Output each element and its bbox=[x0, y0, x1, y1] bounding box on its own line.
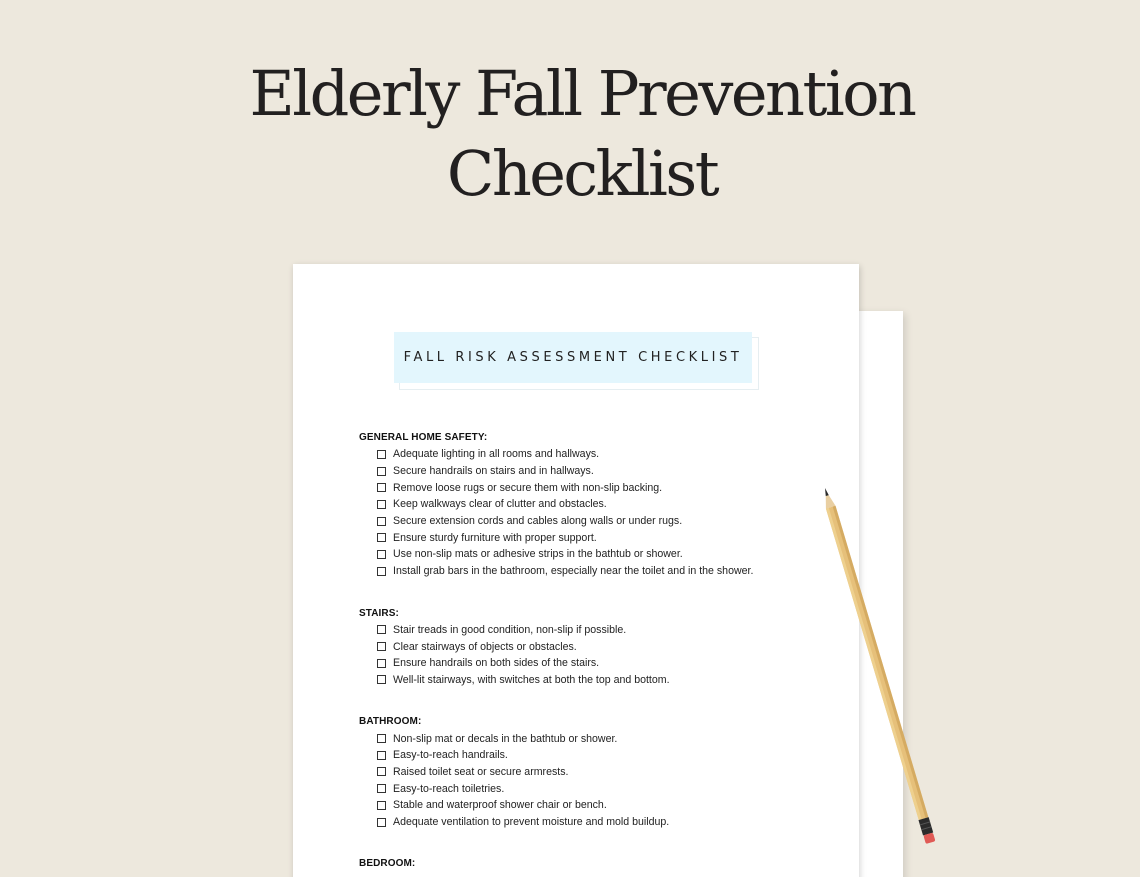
checkbox-icon[interactable] bbox=[377, 801, 386, 810]
checklist-item-label: Secure handrails on stairs and in hallways. bbox=[393, 465, 594, 478]
checkbox-icon[interactable] bbox=[377, 567, 386, 576]
checkbox-icon[interactable] bbox=[377, 625, 386, 634]
checkbox-icon[interactable] bbox=[377, 483, 386, 492]
checkbox-icon[interactable] bbox=[377, 533, 386, 542]
checkbox-icon[interactable] bbox=[377, 784, 386, 793]
checklist-sheet bbox=[293, 264, 859, 877]
checklist-item-label: Easy-to-reach toiletries. bbox=[393, 782, 505, 795]
checklist-item-label: Ensure handrails on both sides of the stairs. bbox=[393, 657, 600, 670]
pencil-eraser bbox=[923, 833, 935, 844]
checklist-item-label: Keep walkways clear of clutter and obstacles. bbox=[393, 498, 607, 511]
checklist-item[interactable] bbox=[359, 529, 829, 546]
checklist-item-label: Easy-to-reach handrails. bbox=[393, 749, 508, 762]
checklist-item[interactable] bbox=[359, 463, 829, 480]
checklist-banner: FALL RISK ASSESSMENT CHECKLIST bbox=[394, 332, 752, 383]
section-bedroom bbox=[359, 858, 829, 870]
section-title: GENERAL HOME SAFETY: bbox=[359, 432, 488, 443]
checklist-item[interactable] bbox=[359, 638, 829, 655]
checklist-item-label: Remove loose rugs or secure them with non-slip backing. bbox=[393, 481, 663, 494]
checklist-item-label: Install grab bars in the bathroom, especially near the toilet and in the shower. bbox=[393, 565, 754, 578]
section-bathroom bbox=[359, 716, 829, 830]
checklist-content bbox=[359, 432, 829, 877]
checklist-item-label: Raised toilet seat or secure armrests. bbox=[393, 765, 569, 778]
checklist-item[interactable] bbox=[359, 730, 829, 747]
checkbox-icon[interactable] bbox=[377, 659, 386, 668]
page-title bbox=[0, 54, 1140, 214]
checklist-item[interactable] bbox=[359, 546, 829, 563]
checklist-item-label: Stable and waterproof shower chair or bench. bbox=[393, 799, 607, 812]
section-title: BATHROOM: bbox=[359, 716, 422, 728]
checkbox-icon[interactable] bbox=[377, 751, 386, 760]
checkbox-icon[interactable] bbox=[377, 517, 386, 526]
checklist-item-label: Use non-slip mats or adhesive strips in the bathtub or shower. bbox=[393, 548, 683, 561]
checklist-item[interactable] bbox=[359, 655, 829, 672]
checkbox-icon[interactable] bbox=[377, 675, 386, 684]
checklist-item[interactable] bbox=[359, 747, 829, 764]
checklist-item-label: Non-slip mat or decals in the bathtub or shower. bbox=[393, 732, 618, 745]
pencil-ferrule bbox=[918, 817, 933, 835]
checklist-item[interactable] bbox=[359, 479, 829, 496]
checkbox-icon[interactable] bbox=[377, 818, 386, 827]
checklist-item-label: Well-lit stairways, with switches at both the top and bottom. bbox=[393, 673, 670, 686]
section-title: BEDROOM: bbox=[359, 858, 416, 870]
checkbox-icon[interactable] bbox=[377, 450, 386, 459]
checklist-item[interactable] bbox=[359, 496, 829, 513]
checklist-item-label: Ensure sturdy furniture with proper support. bbox=[393, 531, 597, 544]
checkbox-icon[interactable] bbox=[377, 467, 386, 476]
checklist-item-label: Secure extension cords and cables along walls or under rugs. bbox=[393, 515, 683, 528]
checklist-item[interactable] bbox=[359, 672, 829, 689]
checklist-item[interactable] bbox=[359, 446, 829, 463]
checklist-item[interactable] bbox=[359, 780, 829, 797]
checklist-item[interactable] bbox=[359, 797, 829, 814]
section-general-home-safety bbox=[359, 432, 829, 580]
checklist-item[interactable] bbox=[359, 563, 829, 580]
checklist-item[interactable] bbox=[359, 513, 829, 530]
checkbox-icon[interactable] bbox=[377, 734, 386, 743]
checklist-item[interactable] bbox=[359, 814, 829, 831]
checkbox-icon[interactable] bbox=[377, 550, 386, 559]
checklist-item-label: Clear stairways of objects or obstacles. bbox=[393, 640, 577, 653]
page-title-line-2: Checklist bbox=[446, 137, 718, 210]
checkbox-icon[interactable] bbox=[377, 642, 386, 651]
checklist-item-label: Stair treads in good condition, non-slip if possible. bbox=[393, 623, 627, 636]
checklist-item[interactable] bbox=[359, 622, 829, 639]
checkbox-icon[interactable] bbox=[377, 500, 386, 509]
section-title: STAIRS: bbox=[359, 607, 399, 619]
page-title-line-1: Elderly Fall Prevention bbox=[249, 57, 915, 130]
checklist-item-label: Adequate ventilation to prevent moisture and mold buildup. bbox=[393, 816, 670, 829]
section-stairs bbox=[359, 608, 829, 689]
checkbox-icon[interactable] bbox=[377, 767, 386, 776]
checklist-item[interactable] bbox=[359, 764, 829, 781]
checklist-item-label: Adequate lighting in all rooms and hallways. bbox=[393, 448, 600, 461]
